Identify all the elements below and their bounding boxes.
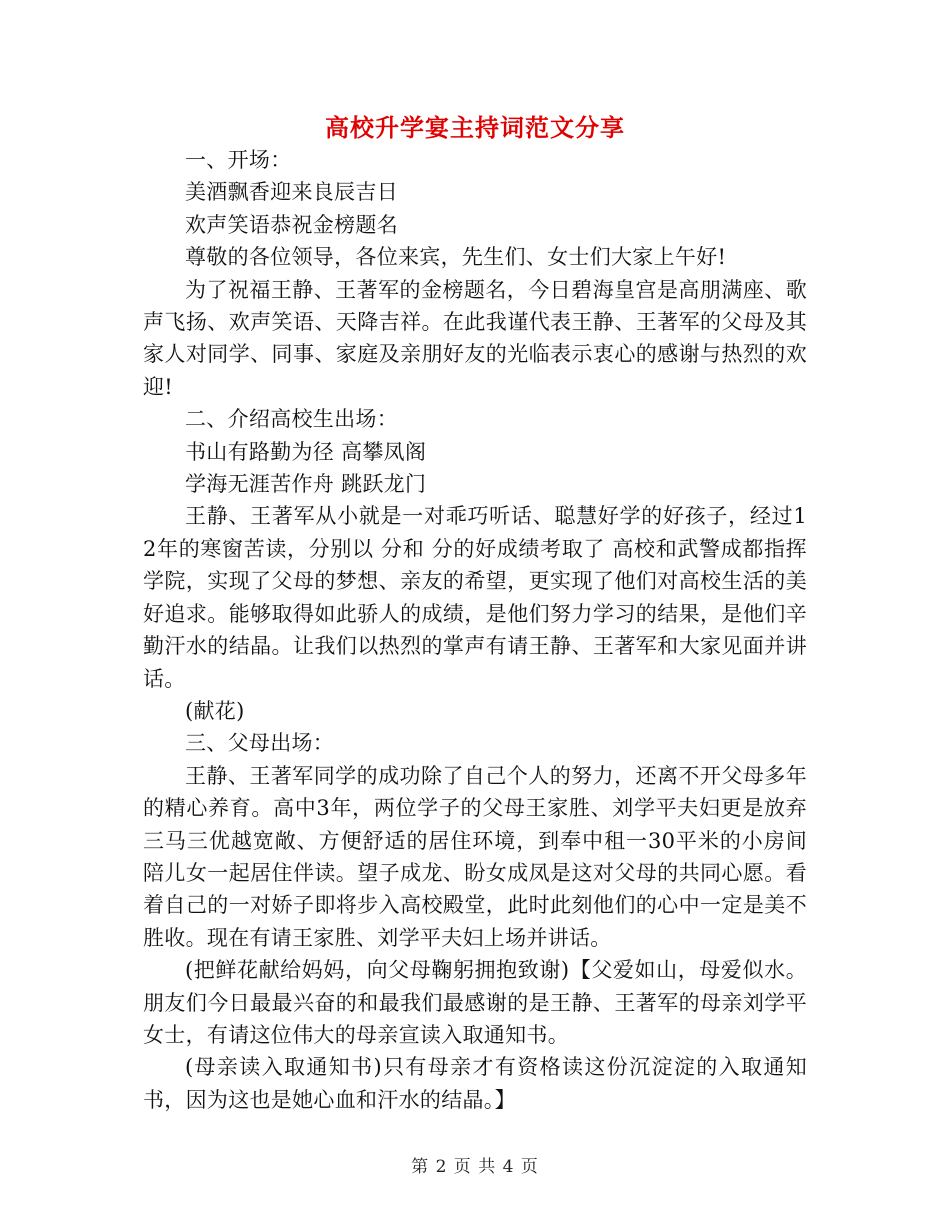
paragraph: (把鲜花献给妈妈，向父母鞠躬拥抱致谢)【父爱如山，母爱似水。朋友们今日最最兴奋的和最我们最感谢的是王静、王著军的母亲刘学平女士，有请这位伟大的母亲宣读入取通知书。: [143, 958, 807, 1047]
paragraph: 书山有路勤为径 高攀凤阁: [185, 439, 427, 464]
paragraph: 三、父母出场：: [185, 731, 335, 756]
paragraph: 尊敬的各位领导，各位来宾，先生们、女士们大家上午好!: [185, 245, 727, 270]
page-number-footer: 第 2 页 共 4 页: [411, 1157, 539, 1177]
paragraph: 王静、王著军从小就是一对乖巧听话、聪慧好学的好孩子，经过12年的寒窗苦读，分别以 分和 分的好成绩考取了 高校和武警成都指挥学院，实现了父母的梦想、亲友的希望，更实现了他们对高校生活的美好追求。能够取得如此骄人的成绩，是他们努力学习的结果，是他们辛勤汗水的结晶。让我们以热烈的掌声有请王静、王著军和大家见面并讲话。: [143, 504, 807, 691]
paragraph: 二、介绍高校生出场：: [185, 407, 398, 432]
paragraph: 为了祝福王静、王著军的金榜题名，今日碧海皇宫是高朋满座、歌声飞扬、欢声笑语、天降吉祥。在此我谨代表王静、王著军的父母及其家人对同学、同事、家庭及亲朋好友的光临表示衷心的感谢与热烈的欢迎!: [143, 277, 807, 399]
document-title: 高校升学宴主持词范文分享: [325, 113, 625, 142]
paragraph: 王静、王著军同学的成功除了自己个人的努力，还离不开父母多年的精心养育。高中3年，两位学子的父母王家胜、刘学平夫妇更是放弃三马三优越宽敞、方便舒适的居住环境，到奉中租一30平米的小房间陪儿女一起居住伴读。望子成龙、盼女成凤是这对父母的共同心愿。看着自己的一对娇子即将步入高校殿堂，此时此刻他们的心中一定是美不胜收。现在有请王家胜、刘学平夫妇上场并讲话。: [143, 763, 807, 950]
paragraph: (母亲读入取通知书)只有母亲才有资格读这份沉淀淀的入取通知书，因为这也是她心血和汗水的结晶。】: [143, 1055, 807, 1112]
paragraph: (献花): [185, 698, 245, 723]
paragraph: 美酒飘香迎来良辰吉日: [185, 180, 398, 205]
paragraph: 一、开场：: [185, 148, 292, 172]
paragraph: 学海无涯苦作舟 跳跃龙门: [185, 472, 427, 497]
paragraph: 欢声笑语恭祝金榜题名: [185, 212, 398, 237]
document-body: [143, 144, 807, 1116]
